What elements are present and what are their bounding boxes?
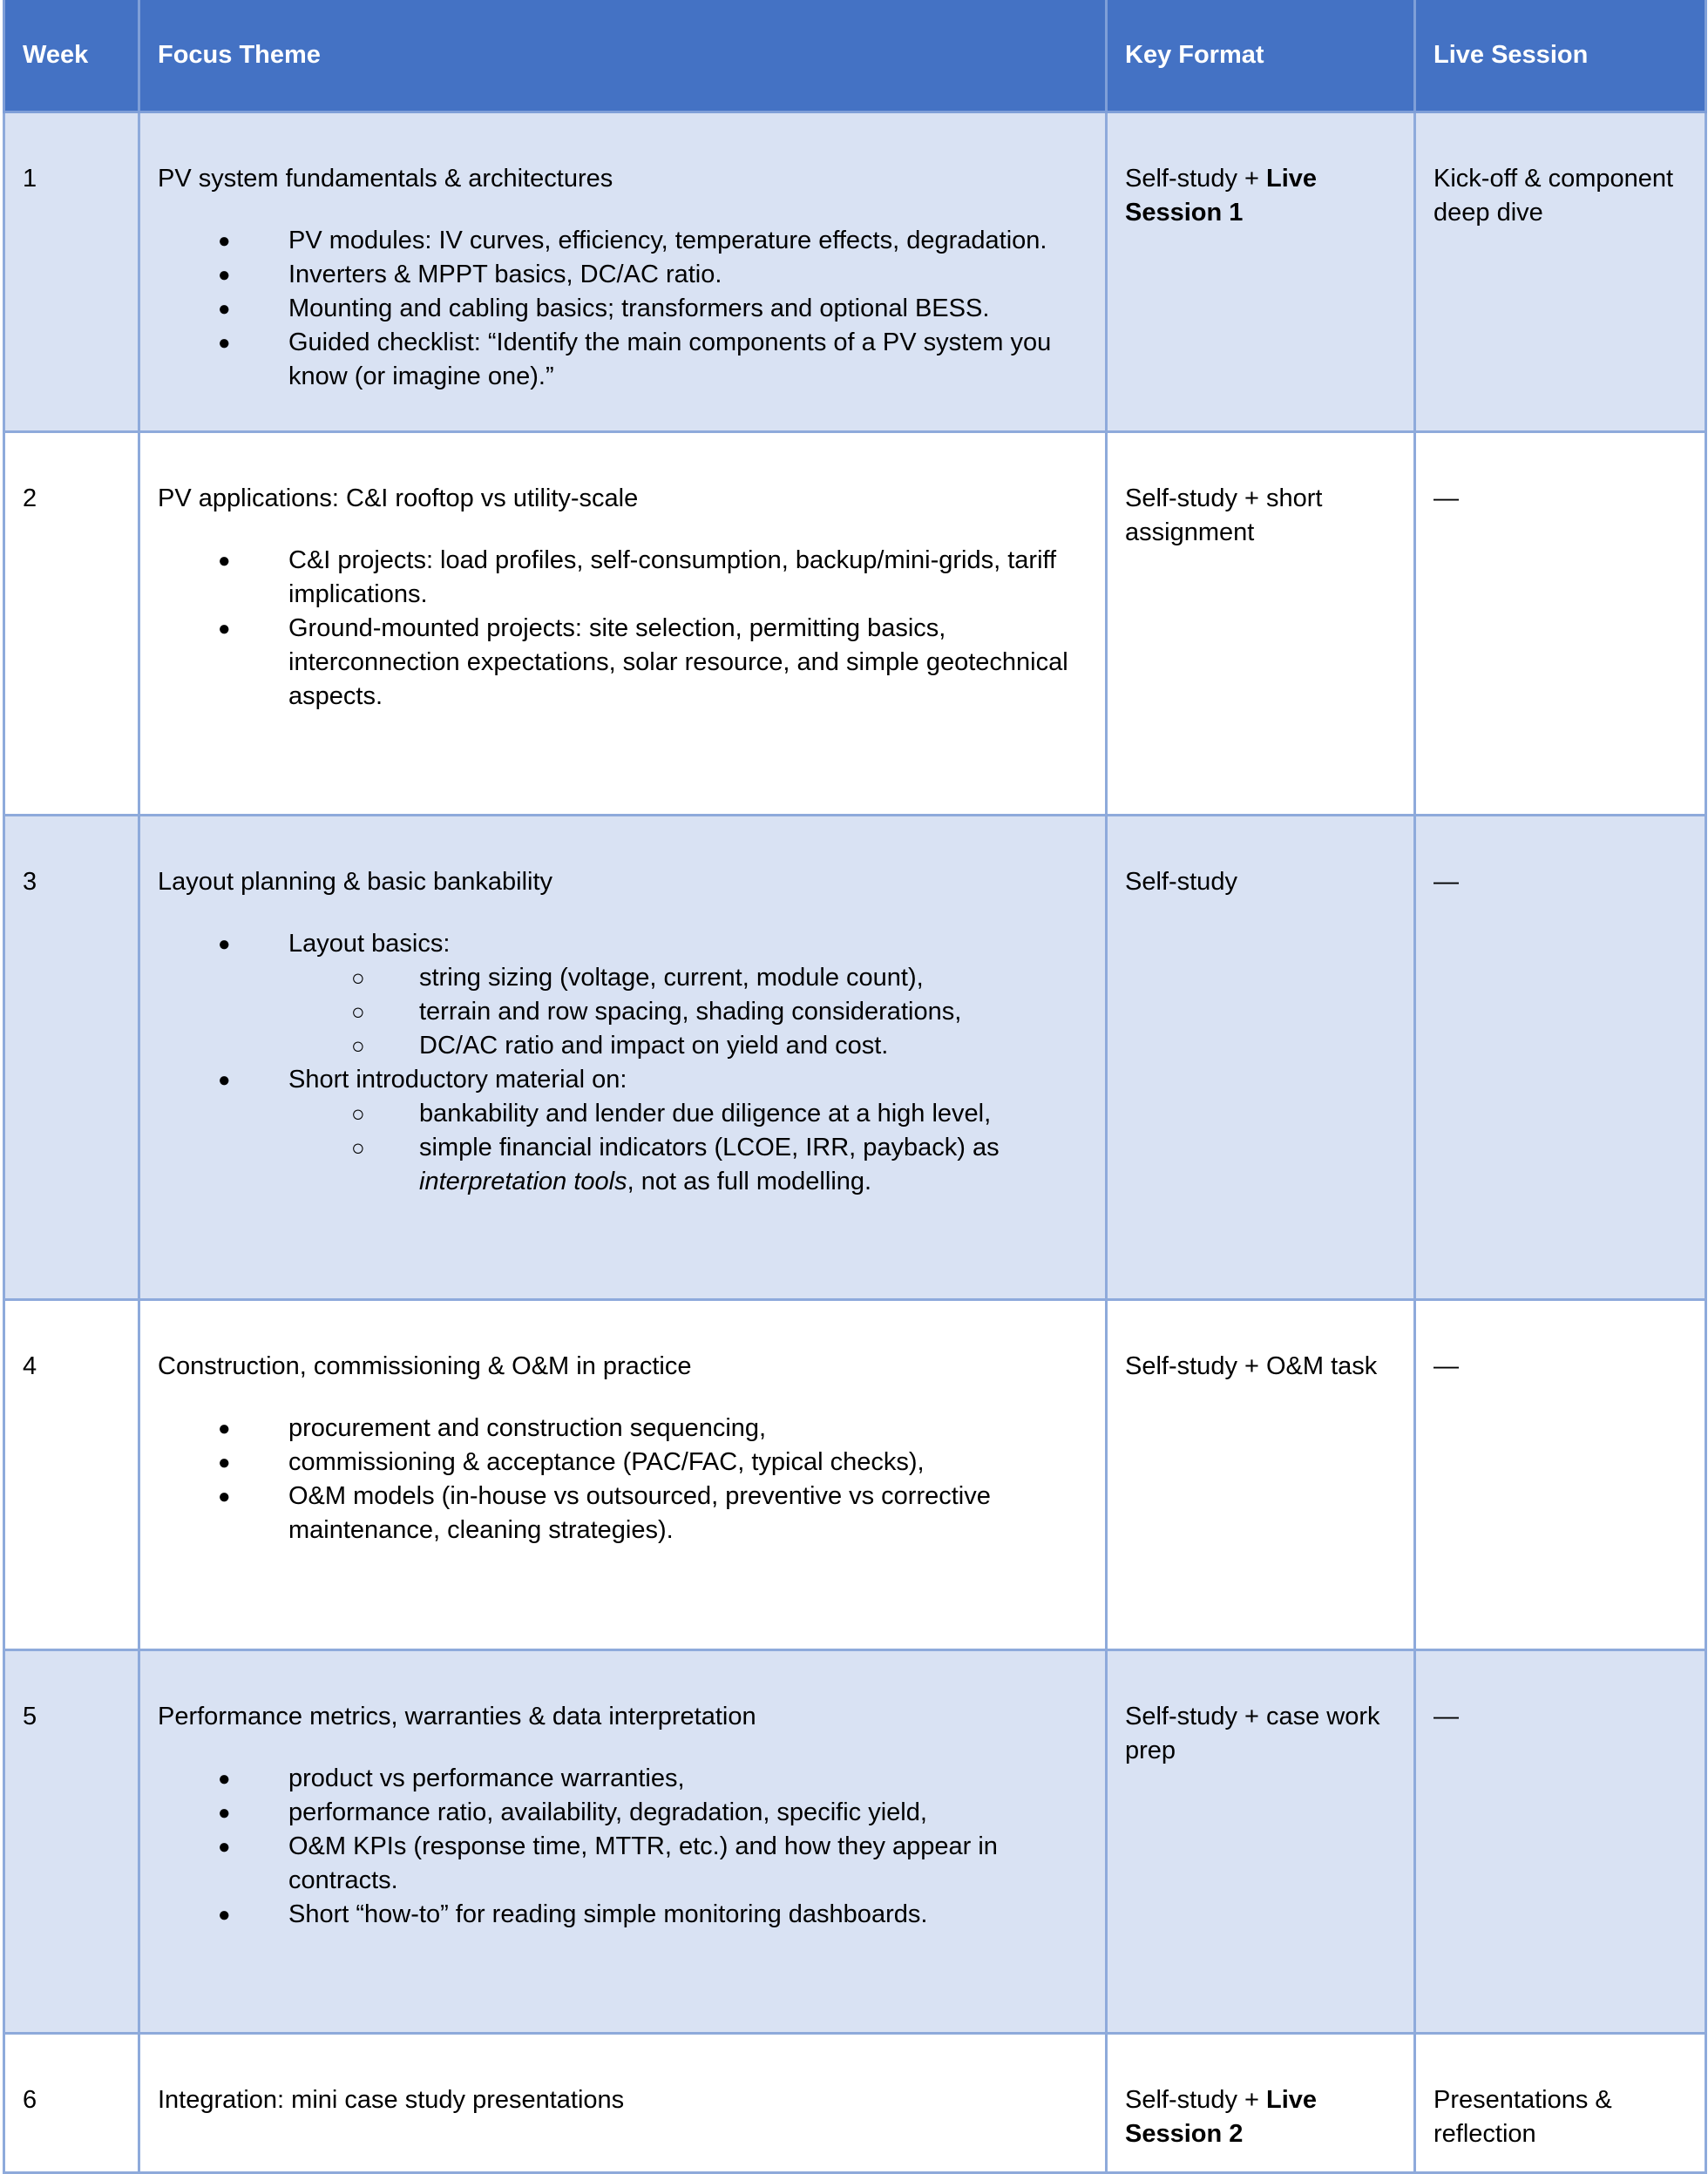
key-format-cell — [1107, 112, 1415, 431]
list-item: ● C&I projects: load profiles, self-consumption, backup/mini-grids, tariff implications. — [288, 544, 1088, 612]
focus-theme-cell — [139, 815, 1107, 1299]
theme-title: PV system fundamentals & architectures — [158, 164, 613, 193]
course-schedule-table — [3, 0, 1707, 2174]
list-item: ● Guided checklist: “Identify the main components of a PV system you know (or imagine one).” — [288, 326, 1088, 394]
list-item: ● Inverters & MPPT basics, DC/AC ratio. — [288, 258, 1088, 292]
header-focus-theme: Focus Theme — [139, 0, 1107, 112]
focus-theme-cell — [139, 431, 1107, 815]
theme-title: Performance metrics, warranties & data interpretation — [158, 1702, 756, 1730]
table-row-week-5 — [4, 1649, 1706, 2033]
theme-title: Construction, commissioning & O&M in practice — [158, 1351, 692, 1380]
key-format-cell — [1107, 2033, 1415, 2172]
bullet-list — [158, 544, 1088, 714]
sub-list-item: ○ string sizing (voltage, current, module count), — [419, 961, 1088, 995]
key-format-cell: Self-study + case work prep — [1107, 1649, 1415, 2033]
sub-bullet-list — [288, 1097, 1088, 1199]
week-number: 3 — [4, 815, 139, 1299]
theme-title: PV applications: C&I rooftop vs utility-scale — [158, 484, 639, 512]
sub-list-item-text: simple financial indicators (LCOE, IRR, payback) as — [419, 1133, 1000, 1161]
key-format-cell: Self-study — [1107, 815, 1415, 1299]
list-item: ● performance ratio, availability, degradation, specific yield, — [288, 1796, 1088, 1830]
week-number: 1 — [4, 112, 139, 431]
list-item — [288, 927, 1088, 1063]
key-format-cell: Self-study + short assignment — [1107, 431, 1415, 815]
table-row-week-6 — [4, 2033, 1706, 2172]
focus-theme-cell — [139, 1299, 1107, 1649]
bullet-list — [158, 1412, 1088, 1548]
list-item-text: Layout basics: — [288, 929, 451, 958]
sub-list-item — [419, 1131, 1088, 1199]
format-live-session-label: Live Session 2 — [1125, 2085, 1318, 2148]
week-number: 2 — [4, 431, 139, 815]
list-item: ● product vs performance warranties, — [288, 1762, 1088, 1796]
sub-list-item: ○ DC/AC ratio and impact on yield and cost. — [419, 1029, 1088, 1063]
live-session-cell: — — [1415, 815, 1706, 1299]
live-session-cell: — — [1415, 1299, 1706, 1649]
table-row-week-4 — [4, 1299, 1706, 1649]
sub-bullet-list — [288, 961, 1088, 1063]
list-item: ● PV modules: IV curves, efficiency, temperature effects, degradation. — [288, 224, 1088, 258]
header-live-session: Live Session — [1415, 0, 1706, 112]
list-item: ● Short “how-to” for reading simple monitoring dashboards. — [288, 1898, 1088, 1932]
focus-theme-cell — [139, 1649, 1107, 2033]
theme-title: Layout planning & basic bankability — [158, 867, 553, 896]
list-item: ● O&M KPIs (response time, MTTR, etc.) and how they appear in contracts. — [288, 1830, 1088, 1898]
focus-theme-cell — [139, 2033, 1107, 2172]
theme-title: Integration: mini case study presentations — [158, 2085, 625, 2114]
key-format-cell: Self-study + O&M task — [1107, 1299, 1415, 1649]
bullet-list — [158, 927, 1088, 1199]
focus-theme-cell — [139, 112, 1107, 431]
list-item — [288, 1063, 1088, 1199]
sub-list-item: ○ bankability and lender due diligence at a high level, — [419, 1097, 1088, 1131]
list-item: ● commissioning & acceptance (PAC/FAC, typical checks), — [288, 1446, 1088, 1480]
week-number: 4 — [4, 1299, 139, 1649]
list-item: ● procurement and construction sequencing, — [288, 1412, 1088, 1446]
list-item-text: Short introductory material on: — [288, 1065, 627, 1094]
emphasis-text: interpretation tools — [419, 1167, 627, 1195]
header-row — [4, 0, 1706, 112]
table-row-week-2 — [4, 431, 1706, 815]
header-week: Week — [4, 0, 139, 112]
list-item: ● O&M models (in-house vs outsourced, preventive vs corrective maintenance, cleaning strategies). — [288, 1480, 1088, 1548]
live-session-cell: — — [1415, 1649, 1706, 2033]
live-session-cell: — — [1415, 431, 1706, 815]
live-session-cell: Presentations & reflection — [1415, 2033, 1706, 2172]
format-live-session-label: Live Session 1 — [1125, 164, 1318, 227]
sub-list-item-text-end: , not as full modelling. — [627, 1167, 872, 1195]
live-session-cell: Kick-off & component deep dive — [1415, 112, 1706, 431]
week-number: 5 — [4, 1649, 139, 2033]
format-text: Self-study + — [1125, 164, 1266, 193]
bullet-list — [158, 1762, 1088, 1932]
table-row-week-1 — [4, 112, 1706, 431]
week-number: 6 — [4, 2033, 139, 2172]
format-text: Self-study + — [1125, 2085, 1266, 2114]
table-row-week-3 — [4, 815, 1706, 1299]
list-item: ● Ground-mounted projects: site selection, permitting basics, interconnection expectations, solar resource, and simple geotechnical aspects. — [288, 612, 1088, 714]
sub-list-item: ○ terrain and row spacing, shading considerations, — [419, 995, 1088, 1029]
list-item: ● Mounting and cabling basics; transformers and optional BESS. — [288, 292, 1088, 326]
header-key-format: Key Format — [1107, 0, 1415, 112]
bullet-list — [158, 224, 1088, 394]
